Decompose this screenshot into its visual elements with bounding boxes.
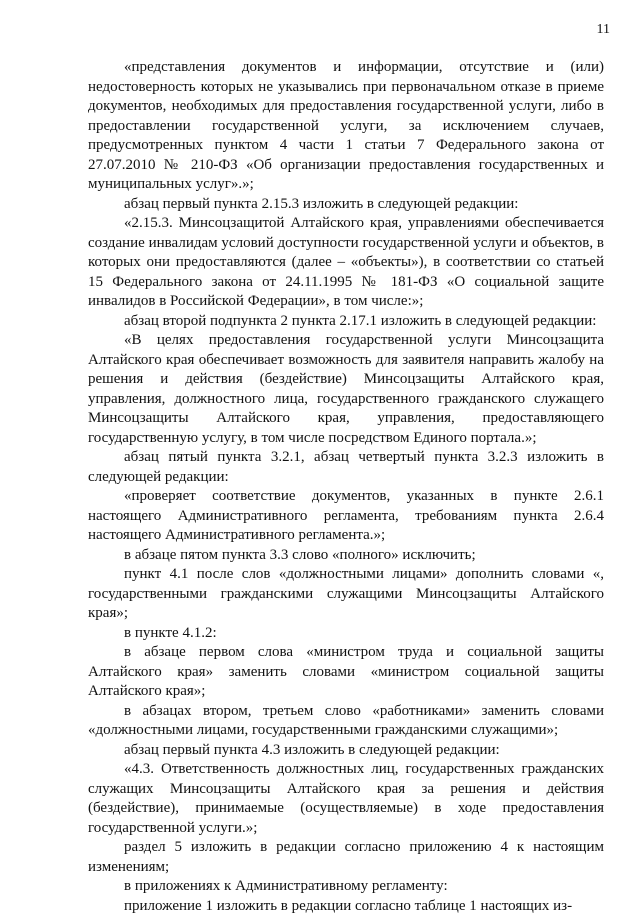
- paragraph-6: абзац пятый пункта 3.2.1, абзац четвертый пункта 3.2.3 изложить в следующей редакции:: [88, 448, 604, 487]
- paragraph-1: «представления документов и информации, отсутствие и (или) недостоверность которых не указывались при первоначальном отказе в приеме документов, необходимых для предоставления государственной услуги, либо в предоставлении государственной услуги, за исключением случаев, предусмотренных пунктом 4 части 1 статьи 7 Федерального закона от 27.07.2010 № 210-ФЗ «Об организации предоставления государственных и муниципальных услуг».»;: [88, 58, 604, 195]
- document-body: [88, 58, 604, 916]
- paragraph-2: абзац первый пункта 2.15.3 изложить в следующей редакции:: [88, 195, 604, 215]
- paragraph-9: пункт 4.1 после слов «должностными лицами» дополнить словами «, государственными гражданскими служащими Минсоцзащиты Алтайского края»;: [88, 565, 604, 624]
- paragraph-10: в пункте 4.1.2:: [88, 624, 604, 644]
- paragraph-8: в абзаце пятом пункта 3.3 слово «полного» исключить;: [88, 546, 604, 566]
- paragraph-17: приложение 1 изложить в редакции согласно таблице 1 настоящих из-: [88, 897, 604, 916]
- paragraph-12: в абзацах втором, третьем слово «работниками» заменить словами «должностными лицами, государственными гражданскими служащими»;: [88, 702, 604, 741]
- paragraph-16: в приложениях к Административному регламенту:: [88, 877, 604, 897]
- paragraph-11: в абзаце первом слова «министром труда и социальной защиты Алтайского края» заменить словами «министром социальной защиты Алтайского края»;: [88, 643, 604, 702]
- paragraph-14: «4.3. Ответственность должностных лиц, государственных гражданских служащих Минсоцзащиты Алтайского края за решения и действия (бездействие), принимаемые (осуществляемые) в ходе предоставления государственной услуги.»;: [88, 760, 604, 838]
- paragraph-7: «проверяет соответствие документов, указанных в пункте 2.6.1 настоящего Административного регламента, требованиям пункта 2.6.4 настоящего Административного регламента.»;: [88, 487, 604, 546]
- paragraph-15: раздел 5 изложить в редакции согласно приложению 4 к настоящим изменениям;: [88, 838, 604, 877]
- page-number: 11: [597, 22, 610, 38]
- paragraph-5: «В целях предоставления государственной услуги Минсоцзащита Алтайского края обеспечивает возможность для заявителя направить жалобу на решения и действия (бездействие) Минсоцзащиты Алтайского края, управления, должностного лица, государственного гражданского служащего Минсоцзащиты Алтайского края, управления, предоставляющего государственную услугу, в том числе посредством Единого портала.»;: [88, 331, 604, 448]
- paragraph-13: абзац первый пункта 4.3 изложить в следующей редакции:: [88, 741, 604, 761]
- paragraph-4: абзац второй подпункта 2 пункта 2.17.1 изложить в следующей редакции:: [88, 312, 604, 332]
- paragraph-3: «2.15.3. Минсоцзащитой Алтайского края, управлениями обеспечивается создание инвалидам условий доступности государственной услуги и объектов, в которых они предоставляются (далее – «объекты»), в соответствии со статьей 15 Федерального закона от 24.11.1995 № 181-ФЗ «О социальной защите инвалидов в Российской Федерации», в том числе:»;: [88, 214, 604, 312]
